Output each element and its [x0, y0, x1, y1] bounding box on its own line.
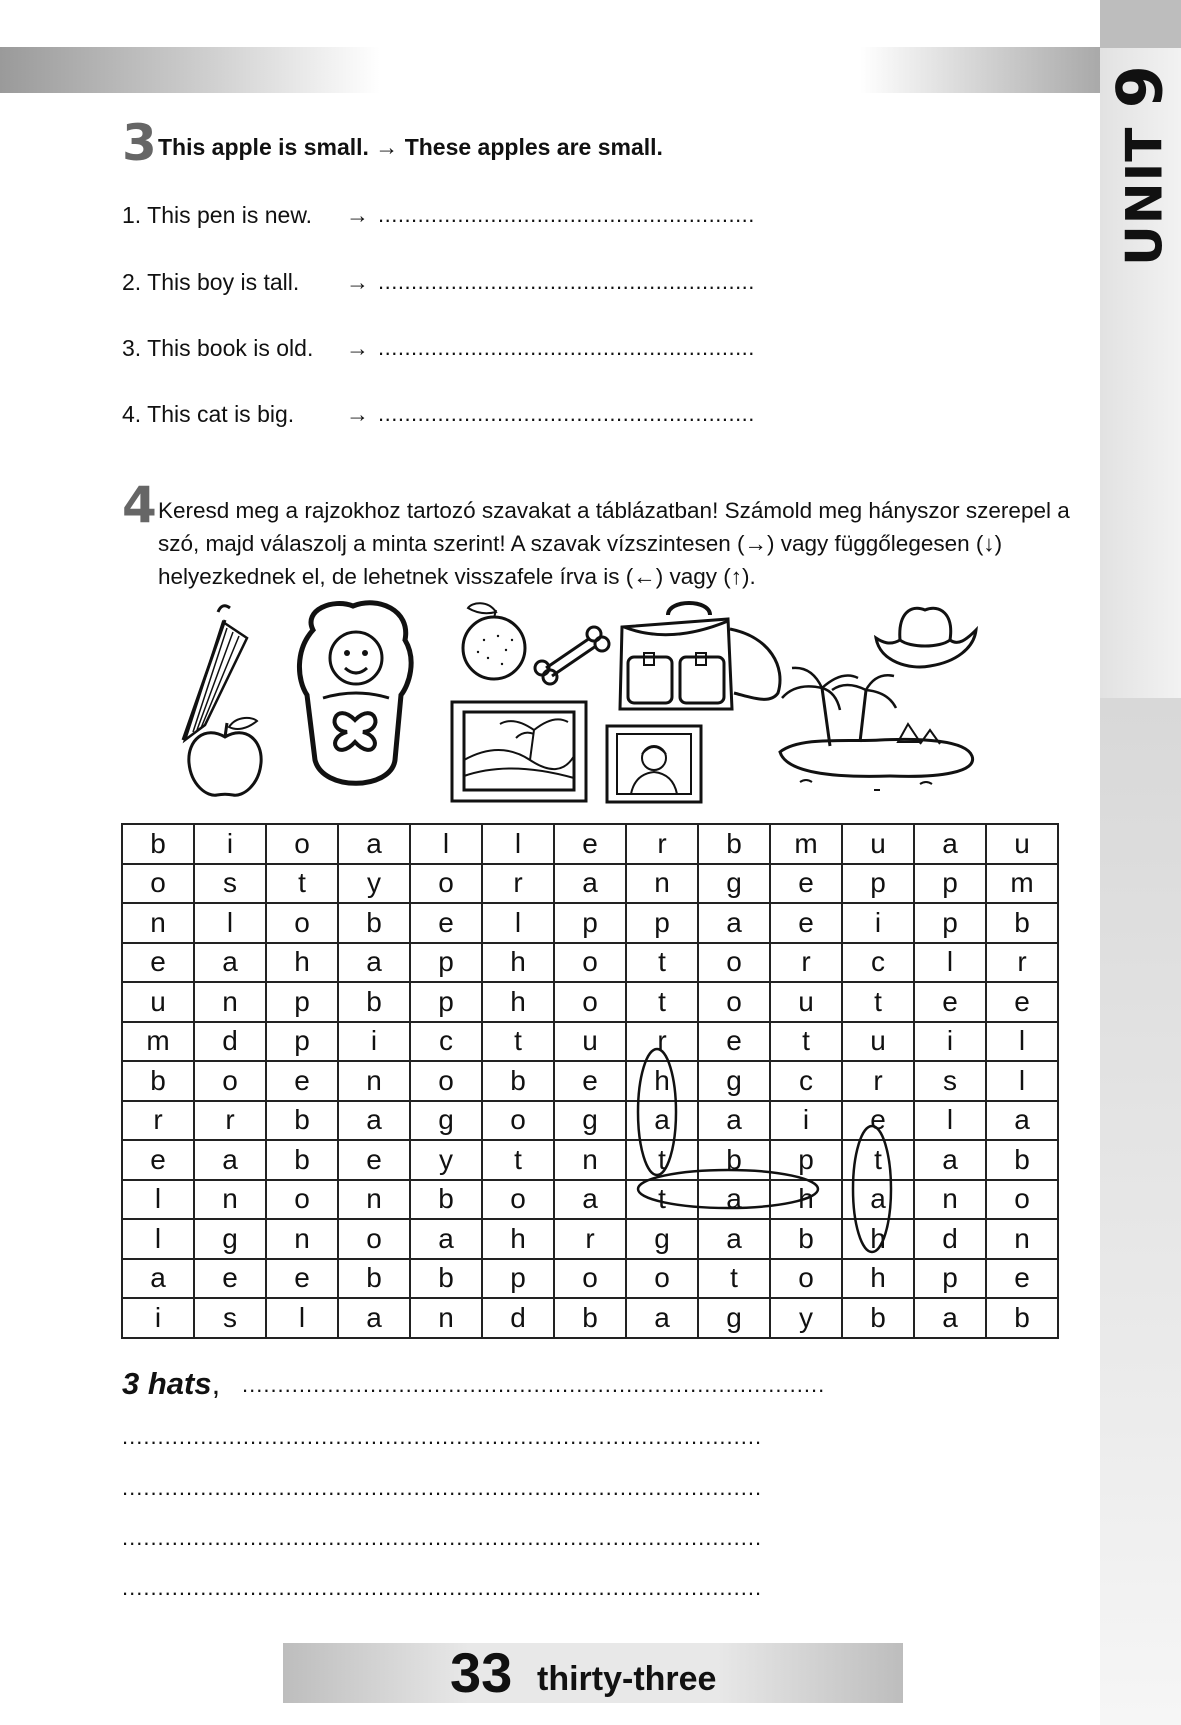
grid-cell[interactable]: i — [842, 903, 914, 943]
grid-cell[interactable]: p — [842, 864, 914, 904]
page-number: 33 — [450, 1641, 513, 1704]
grid-cell[interactable]: r — [770, 943, 842, 983]
grid-cell[interactable]: o — [482, 1180, 554, 1220]
grid-cell[interactable]: r — [554, 1219, 626, 1259]
grid-cell[interactable]: u — [986, 824, 1058, 864]
grid-cell[interactable]: h — [842, 1259, 914, 1299]
answer-line-4[interactable]: .......................................................................................... — [122, 1575, 763, 1600]
grid-cell[interactable]: d — [194, 1022, 266, 1062]
grid-cell[interactable]: o — [770, 1259, 842, 1299]
grid-cell[interactable]: e — [122, 1140, 194, 1180]
answer-blank-4[interactable]: ......................................................... — [378, 401, 755, 426]
grid-cell[interactable]: e — [266, 1259, 338, 1299]
grid-cell[interactable]: o — [410, 1061, 482, 1101]
grid-cell[interactable]: r — [626, 824, 698, 864]
grid-cell[interactable]: s — [194, 864, 266, 904]
grid-cell[interactable]: a — [194, 1140, 266, 1180]
grid-cell[interactable]: y — [410, 1140, 482, 1180]
answer-line-1[interactable]: .......................................................................................... — [122, 1424, 763, 1449]
grid-cell[interactable]: o — [554, 982, 626, 1022]
grid-cell[interactable]: m — [122, 1022, 194, 1062]
grid-cell[interactable]: r — [194, 1101, 266, 1141]
grid-cell[interactable]: m — [770, 824, 842, 864]
grid-cell[interactable]: l — [122, 1219, 194, 1259]
grid-cell[interactable]: i — [122, 1298, 194, 1338]
grid-cell[interactable]: t — [770, 1022, 842, 1062]
grid-cell[interactable]: o — [554, 1259, 626, 1299]
grid-cell[interactable]: o — [554, 943, 626, 983]
exercise-3-item-1: 1. This pen is new. — [122, 202, 313, 228]
grid-cell[interactable]: g — [698, 864, 770, 904]
grid-cell[interactable]: l — [986, 1022, 1058, 1062]
grid-cell[interactable]: b — [986, 1298, 1058, 1338]
arrow-icon: → — [346, 202, 369, 228]
grid-cell[interactable]: b — [122, 1061, 194, 1101]
arrow-icon: → — [346, 269, 369, 295]
arrow-icon: → — [346, 335, 369, 361]
grid-cell[interactable]: l — [914, 1101, 986, 1141]
grid-cell[interactable]: b — [338, 903, 410, 943]
grid-cell[interactable]: e — [554, 824, 626, 864]
answer-line-2[interactable]: .......................................................................................... — [122, 1475, 763, 1500]
grid-cell[interactable]: o — [266, 824, 338, 864]
grid-cell[interactable]: t — [698, 1259, 770, 1299]
grid-cell[interactable]: i — [194, 824, 266, 864]
grid-cell[interactable]: u — [770, 982, 842, 1022]
grid-cell[interactable]: b — [266, 1140, 338, 1180]
grid-cell[interactable]: h — [770, 1180, 842, 1220]
grid-cell[interactable]: u — [842, 1022, 914, 1062]
grid-cell[interactable]: y — [338, 864, 410, 904]
grid-cell[interactable]: h — [626, 1061, 698, 1101]
grid-cell[interactable]: o — [194, 1061, 266, 1101]
grid-cell[interactable]: t — [482, 1140, 554, 1180]
grid-cell[interactable]: b — [698, 1140, 770, 1180]
grid-cell[interactable]: a — [914, 1298, 986, 1338]
grid-cell[interactable]: n — [194, 982, 266, 1022]
grid-cell[interactable]: d — [482, 1298, 554, 1338]
example-answer: 3 hats, — [122, 1366, 221, 1401]
grid-cell[interactable]: c — [770, 1061, 842, 1101]
unit-number: 9 — [1103, 64, 1177, 109]
grid-cell[interactable]: h — [842, 1219, 914, 1259]
grid-cell[interactable]: o — [986, 1180, 1058, 1220]
grid-cell[interactable]: n — [626, 864, 698, 904]
grid-cell[interactable]: e — [554, 1061, 626, 1101]
grid-cell[interactable]: l — [482, 903, 554, 943]
grid-cell[interactable]: p — [770, 1140, 842, 1180]
exercise-3-number: 3 — [122, 114, 157, 172]
answer-blank-2[interactable]: ......................................................... — [378, 269, 755, 294]
grid-cell[interactable]: o — [482, 1101, 554, 1141]
grid-cell[interactable]: e — [986, 982, 1058, 1022]
grid-cell[interactable]: n — [338, 1180, 410, 1220]
grid-cell[interactable]: e — [410, 903, 482, 943]
grid-cell[interactable]: l — [266, 1298, 338, 1338]
grid-cell[interactable]: c — [842, 943, 914, 983]
exercise-3-title: This apple is small. → These apples are small. — [158, 134, 663, 160]
grid-cell[interactable]: r — [626, 1022, 698, 1062]
grid-cell[interactable]: h — [482, 982, 554, 1022]
grid-cell[interactable]: r — [986, 943, 1058, 983]
grid-cell[interactable]: b — [338, 982, 410, 1022]
grid-cell[interactable]: p — [914, 864, 986, 904]
grid-cell[interactable]: p — [626, 903, 698, 943]
grid-cell[interactable]: g — [194, 1219, 266, 1259]
grid-cell[interactable]: e — [266, 1061, 338, 1101]
grid-cell[interactable]: t — [266, 864, 338, 904]
grid-cell[interactable]: r — [842, 1061, 914, 1101]
example-answer-blank[interactable]: .................................................................................. — [242, 1372, 826, 1397]
grid-cell[interactable]: b — [410, 1259, 482, 1299]
grid-cell[interactable]: t — [626, 1180, 698, 1220]
grid-cell[interactable]: l — [482, 824, 554, 864]
grid-cell[interactable]: h — [482, 1219, 554, 1259]
grid-cell[interactable]: a — [338, 824, 410, 864]
grid-cell[interactable]: e — [194, 1259, 266, 1299]
grid-cell[interactable]: b — [266, 1101, 338, 1141]
grid-cell[interactable]: e — [338, 1140, 410, 1180]
exercise-4-number: 4 — [122, 476, 157, 534]
grid-cell[interactable]: a — [986, 1101, 1058, 1141]
grid-cell[interactable]: b — [698, 824, 770, 864]
grid-cell[interactable]: b — [122, 824, 194, 864]
grid-cell[interactable]: o — [266, 1180, 338, 1220]
grid-cell[interactable]: n — [194, 1180, 266, 1220]
exercise-4-instruction: Keresd meg a rajzokhoz tartozó szavakat a táblázatban! Számold meg hányszor szerepel a szó, majd válaszolj a minta szerint! A szavak vízszintesen (→) vagy függőlegesen (↓) helyezkednek el, de lehetnek visszafele írva is (←) vagy (↑). — [158, 498, 1070, 589]
grid-cell[interactable]: o — [410, 864, 482, 904]
grid-cell[interactable]: s — [194, 1298, 266, 1338]
grid-cell[interactable]: h — [482, 943, 554, 983]
grid-cell[interactable]: g — [698, 1298, 770, 1338]
grid-cell[interactable]: c — [410, 1022, 482, 1062]
grid-cell[interactable]: i — [338, 1022, 410, 1062]
grid-cell[interactable]: a — [194, 943, 266, 983]
grid-cell[interactable]: l — [122, 1180, 194, 1220]
grid-cell[interactable]: g — [554, 1101, 626, 1141]
grid-cell[interactable]: n — [986, 1219, 1058, 1259]
grid-cell[interactable]: p — [554, 903, 626, 943]
grid-cell[interactable]: h — [266, 943, 338, 983]
grid-cell[interactable]: o — [698, 982, 770, 1022]
grid-cell[interactable]: b — [482, 1061, 554, 1101]
circle-horizontal-hat — [638, 1170, 818, 1208]
arrow-icon: → — [346, 401, 369, 427]
grid-cell[interactable]: p — [266, 1022, 338, 1062]
exercise-3-item-3: 3. This book is old. — [122, 335, 314, 361]
grid-cell[interactable]: d — [914, 1219, 986, 1259]
grid-cell[interactable]: a — [554, 1180, 626, 1220]
grid-cell[interactable]: n — [122, 903, 194, 943]
grid-cell[interactable]: m — [986, 864, 1058, 904]
grid-cell[interactable]: l — [410, 824, 482, 864]
grid-cell[interactable]: n — [410, 1298, 482, 1338]
grid-cell[interactable]: e — [986, 1259, 1058, 1299]
grid-cell[interactable]: o — [626, 1259, 698, 1299]
grid-cell[interactable]: b — [986, 1140, 1058, 1180]
grid-cell[interactable]: a — [338, 1298, 410, 1338]
exercise-3-item-4: 4. This cat is big. — [122, 401, 295, 427]
grid-cell[interactable]: t — [626, 943, 698, 983]
grid-cell[interactable]: a — [626, 1298, 698, 1338]
grid-cell[interactable]: a — [338, 1101, 410, 1141]
circle-vertical-hat — [638, 1049, 676, 1175]
answer-blank-3[interactable]: ......................................................... — [378, 335, 755, 360]
grid-cell[interactable]: a — [410, 1219, 482, 1259]
grid-cell[interactable]: p — [410, 943, 482, 983]
grid-cell[interactable]: y — [770, 1298, 842, 1338]
grid-cell[interactable]: a — [698, 1180, 770, 1220]
grid-cell[interactable]: t — [482, 1022, 554, 1062]
grid-cell[interactable]: p — [482, 1259, 554, 1299]
grid-cell[interactable]: n — [554, 1140, 626, 1180]
grid-cell[interactable]: a — [914, 824, 986, 864]
grid-cell[interactable]: a — [914, 1140, 986, 1180]
grid-cell[interactable]: s — [914, 1061, 986, 1101]
grid-cell[interactable]: g — [410, 1101, 482, 1141]
grid-cell[interactable]: p — [266, 982, 338, 1022]
grid-cell[interactable]: e — [842, 1101, 914, 1141]
grid-cell[interactable]: a — [338, 943, 410, 983]
grid-cell[interactable]: i — [770, 1101, 842, 1141]
unit-word: UNIT — [1115, 126, 1174, 266]
grid-cell[interactable]: l — [194, 903, 266, 943]
grid-cell[interactable]: a — [626, 1101, 698, 1141]
grid-cell[interactable]: l — [986, 1061, 1058, 1101]
grid-cell[interactable]: r — [482, 864, 554, 904]
grid-cell[interactable]: t — [626, 1140, 698, 1180]
grid-cell[interactable]: b — [410, 1180, 482, 1220]
grid-cell[interactable]: e — [698, 1022, 770, 1062]
grid-cell[interactable]: t — [842, 982, 914, 1022]
exercise-3-item-2: 2. This boy is tall. — [122, 269, 300, 295]
grid-cell[interactable]: o — [698, 943, 770, 983]
grid-cell[interactable]: b — [554, 1298, 626, 1338]
grid-cell[interactable]: b — [338, 1259, 410, 1299]
grid-cell[interactable]: o — [338, 1219, 410, 1259]
answer-blank-1[interactable]: ......................................................... — [378, 202, 755, 227]
grid-cell[interactable]: r — [122, 1101, 194, 1141]
grid-cell[interactable]: a — [698, 903, 770, 943]
grid-cell[interactable]: p — [914, 903, 986, 943]
grid-cell[interactable]: u — [122, 982, 194, 1022]
grid-cell[interactable]: a — [698, 1219, 770, 1259]
grid-cell[interactable]: p — [410, 982, 482, 1022]
grid-cell[interactable]: i — [914, 1022, 986, 1062]
grid-cell[interactable]: e — [770, 864, 842, 904]
grid-cell[interactable]: o — [122, 864, 194, 904]
grid-cell[interactable]: p — [914, 1259, 986, 1299]
grid-cell[interactable]: o — [266, 903, 338, 943]
grid-cell[interactable]: e — [122, 943, 194, 983]
grid-cell[interactable]: b — [986, 903, 1058, 943]
circle-vertical-hat-reversed — [853, 1126, 891, 1252]
grid-cell[interactable]: n — [266, 1219, 338, 1259]
grid-cell[interactable]: u — [554, 1022, 626, 1062]
grid-cell[interactable]: n — [914, 1180, 986, 1220]
grid-cell[interactable]: t — [626, 982, 698, 1022]
grid-cell[interactable]: b — [770, 1219, 842, 1259]
answer-line-3[interactable]: .......................................................................................... — [122, 1525, 763, 1550]
grid-cell[interactable]: g — [626, 1219, 698, 1259]
grid-cell[interactable]: b — [842, 1298, 914, 1338]
grid-cell[interactable]: a — [842, 1180, 914, 1220]
grid-cell[interactable]: l — [914, 943, 986, 983]
grid-cell[interactable]: n — [338, 1061, 410, 1101]
grid-cell[interactable]: u — [842, 824, 914, 864]
grid-cell[interactable]: a — [122, 1259, 194, 1299]
grid-cell[interactable]: g — [698, 1061, 770, 1101]
grid-cell[interactable]: e — [914, 982, 986, 1022]
page-number-word: thirty-three — [537, 1660, 717, 1698]
grid-cell[interactable]: t — [842, 1140, 914, 1180]
grid-cell[interactable]: a — [698, 1101, 770, 1141]
grid-cell[interactable]: a — [554, 864, 626, 904]
grid-cell[interactable]: e — [770, 903, 842, 943]
